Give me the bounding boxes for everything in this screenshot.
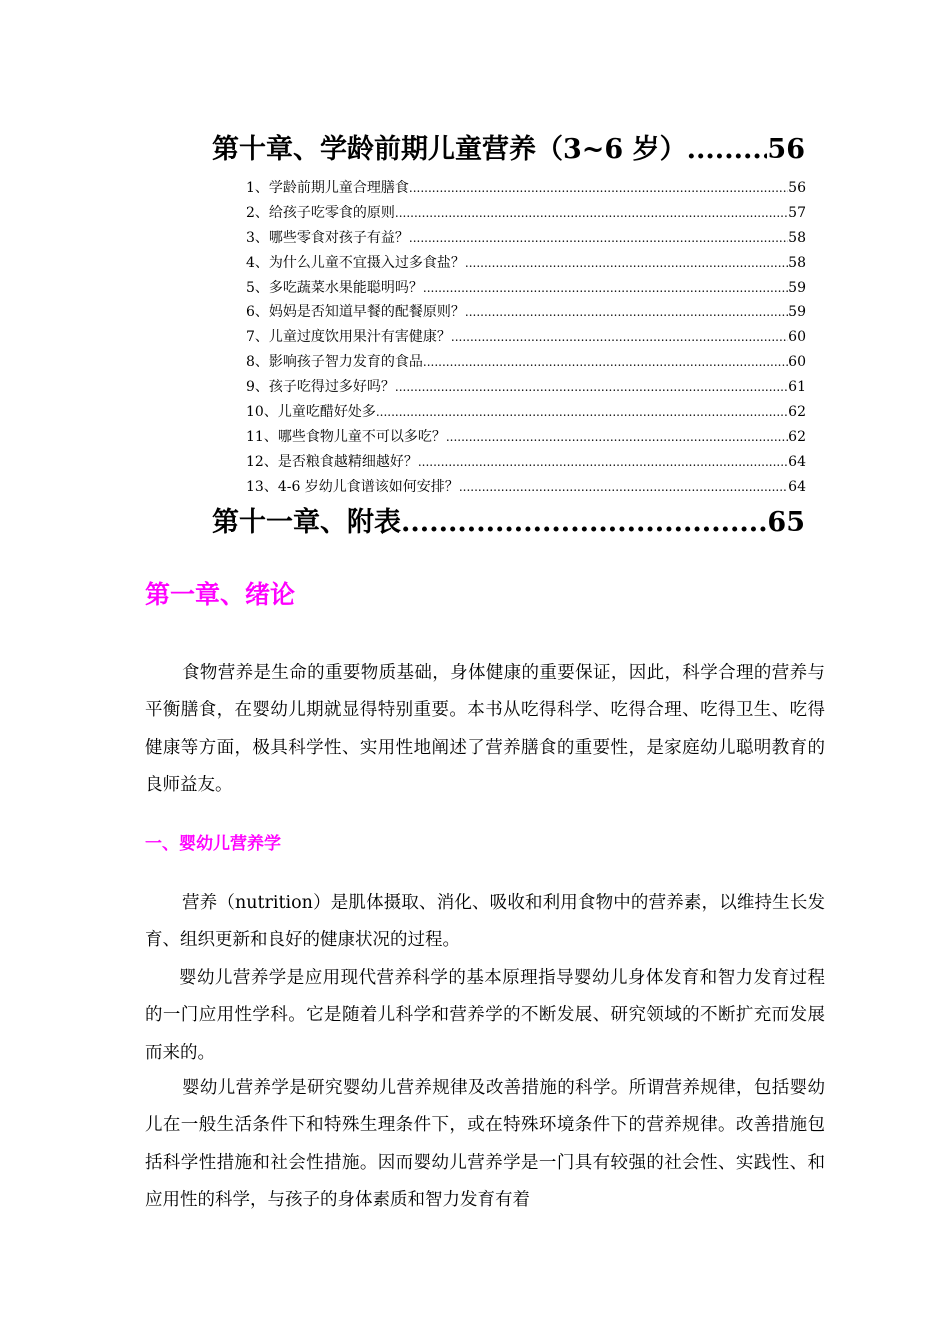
- toc-leader-dots: [423, 276, 788, 301]
- toc-leader-dots: [451, 325, 788, 350]
- toc-leader-dots: [465, 300, 788, 325]
- toc-leader-dots: [418, 450, 788, 475]
- toc-item[interactable]: [246, 325, 806, 350]
- body-paragraph: 营养（nutrition）是肌体摄取、消化、吸收和利用食物中的营养素，以维持生长发育、组织更新和良好的健康状况的过程。: [145, 893, 825, 951]
- toc-item-page: 64: [788, 478, 806, 495]
- intro-paragraph: 食物营养是生命的重要物质基础，身体健康的重要保证，因此，科学合理的营养与平衡膳食，在婴幼儿期就显得特别重要。本书从吃得科学、吃得合理、吃得卫生、吃得健康等方面，极具科学性、实用性地阐述了营养膳食的重要性，是家庭幼儿聪明教育的良师益友。: [145, 663, 825, 796]
- toc-item-page: 61: [788, 379, 806, 396]
- toc-leader-dots: [687, 134, 768, 166]
- toc-item[interactable]: [246, 425, 806, 450]
- toc-leader-dots: [409, 226, 788, 251]
- toc-item-title: 13、4-6 岁幼儿食谱该如何安排？: [246, 478, 459, 495]
- toc-leader-dots: [459, 475, 788, 500]
- toc-item[interactable]: [246, 450, 806, 475]
- toc-chapter-title: 第十章、学龄前期儿童营养（3~6 岁）: [212, 134, 687, 165]
- toc-item[interactable]: [246, 475, 806, 500]
- toc-item-page: 59: [788, 304, 806, 321]
- toc-leader-dots: [465, 251, 788, 276]
- toc-item[interactable]: [246, 226, 806, 251]
- toc-item-title: 4、为什么儿童不宜摄入过多食盐？: [246, 254, 465, 271]
- toc-leader-dots: [409, 176, 788, 201]
- toc-item-title: 8、影响孩子智力发育的食品: [246, 354, 423, 371]
- toc-item[interactable]: [246, 375, 806, 400]
- toc-item-title: 9、孩子吃得过多好吗？: [246, 379, 395, 396]
- toc-item-title: 5、多吃蔬菜水果能聪明吗？: [246, 279, 423, 296]
- toc-item[interactable]: [246, 400, 806, 425]
- toc-item-page: 64: [788, 453, 806, 470]
- toc-item-title: 12、是否粮食越精细越好？: [246, 453, 418, 470]
- section-heading: 一、婴幼儿营养学: [145, 834, 281, 854]
- toc-item-page: 57: [788, 204, 806, 221]
- toc-leader-dots: [395, 201, 788, 226]
- toc-item[interactable]: [246, 350, 806, 375]
- toc-item[interactable]: [246, 276, 806, 301]
- body-paragraph: 婴幼儿营养学是研究婴幼儿营养规律及改善措施的科学。所谓营养规律，包括婴幼儿在一般生活条件下和特殊生理条件下，或在特殊环境条件下的营养规律。改善措施包括科学性措施和社会性措施。因而婴幼儿营养学是一门具有较强的社会性、实践性、和应用性的科学，与孩子的身体素质和智力发育有着: [145, 1078, 825, 1211]
- toc-item-page: 58: [788, 229, 806, 246]
- toc-item-title: 6、妈妈是否知道早餐的配餐原则？: [246, 304, 465, 321]
- toc-leader-dots: [395, 375, 788, 400]
- toc-item-page: 62: [788, 404, 806, 421]
- toc-leader-dots: [423, 350, 788, 375]
- chapter-heading: 第一章、绪论: [145, 580, 296, 609]
- toc-chapter-title: 第十一章、附表: [212, 507, 401, 538]
- toc-chapter-page: 65: [767, 507, 805, 538]
- toc-leader-dots: [376, 400, 788, 425]
- toc-chapter-page: 56: [767, 134, 805, 165]
- toc-item[interactable]: [246, 300, 806, 325]
- toc-item-title: 10、儿童吃醋好处多: [246, 404, 376, 421]
- toc-item-title: 1、学龄前期儿童合理膳食: [246, 180, 409, 196]
- toc-item[interactable]: [246, 251, 806, 276]
- toc-item-page: 60: [788, 329, 806, 346]
- toc-item[interactable]: [246, 201, 806, 226]
- toc-chapter-10[interactable]: [212, 134, 805, 166]
- toc-item-title: 3、哪些零食对孩子有益？: [246, 229, 409, 246]
- toc-item-page: 60: [788, 354, 806, 371]
- toc-leader-dots: [446, 425, 788, 450]
- toc-list: [246, 176, 806, 500]
- toc-item-title: 2、给孩子吃零食的原则: [246, 204, 395, 221]
- toc-item-title: 7、儿童过度饮用果汁有害健康？: [246, 329, 451, 346]
- toc-item-page: 62: [788, 428, 806, 445]
- toc-item-title: 11、哪些食物儿童不可以多吃？: [246, 428, 446, 445]
- toc-item[interactable]: [246, 176, 806, 201]
- toc-chapter-11[interactable]: [212, 507, 805, 539]
- toc-item-page: 58: [788, 254, 806, 271]
- toc-item-page: 56: [788, 180, 806, 196]
- toc-leader-dots: [401, 507, 767, 539]
- toc-item-page: 59: [788, 279, 806, 296]
- body-paragraph: 婴幼儿营养学是应用现代营养科学的基本原理指导婴幼儿身体发育和智力发育过程的一门应用性学科。它是随着儿科学和营养学的不断发展、研究领域的不断扩充而发展而来的。: [145, 968, 825, 1063]
